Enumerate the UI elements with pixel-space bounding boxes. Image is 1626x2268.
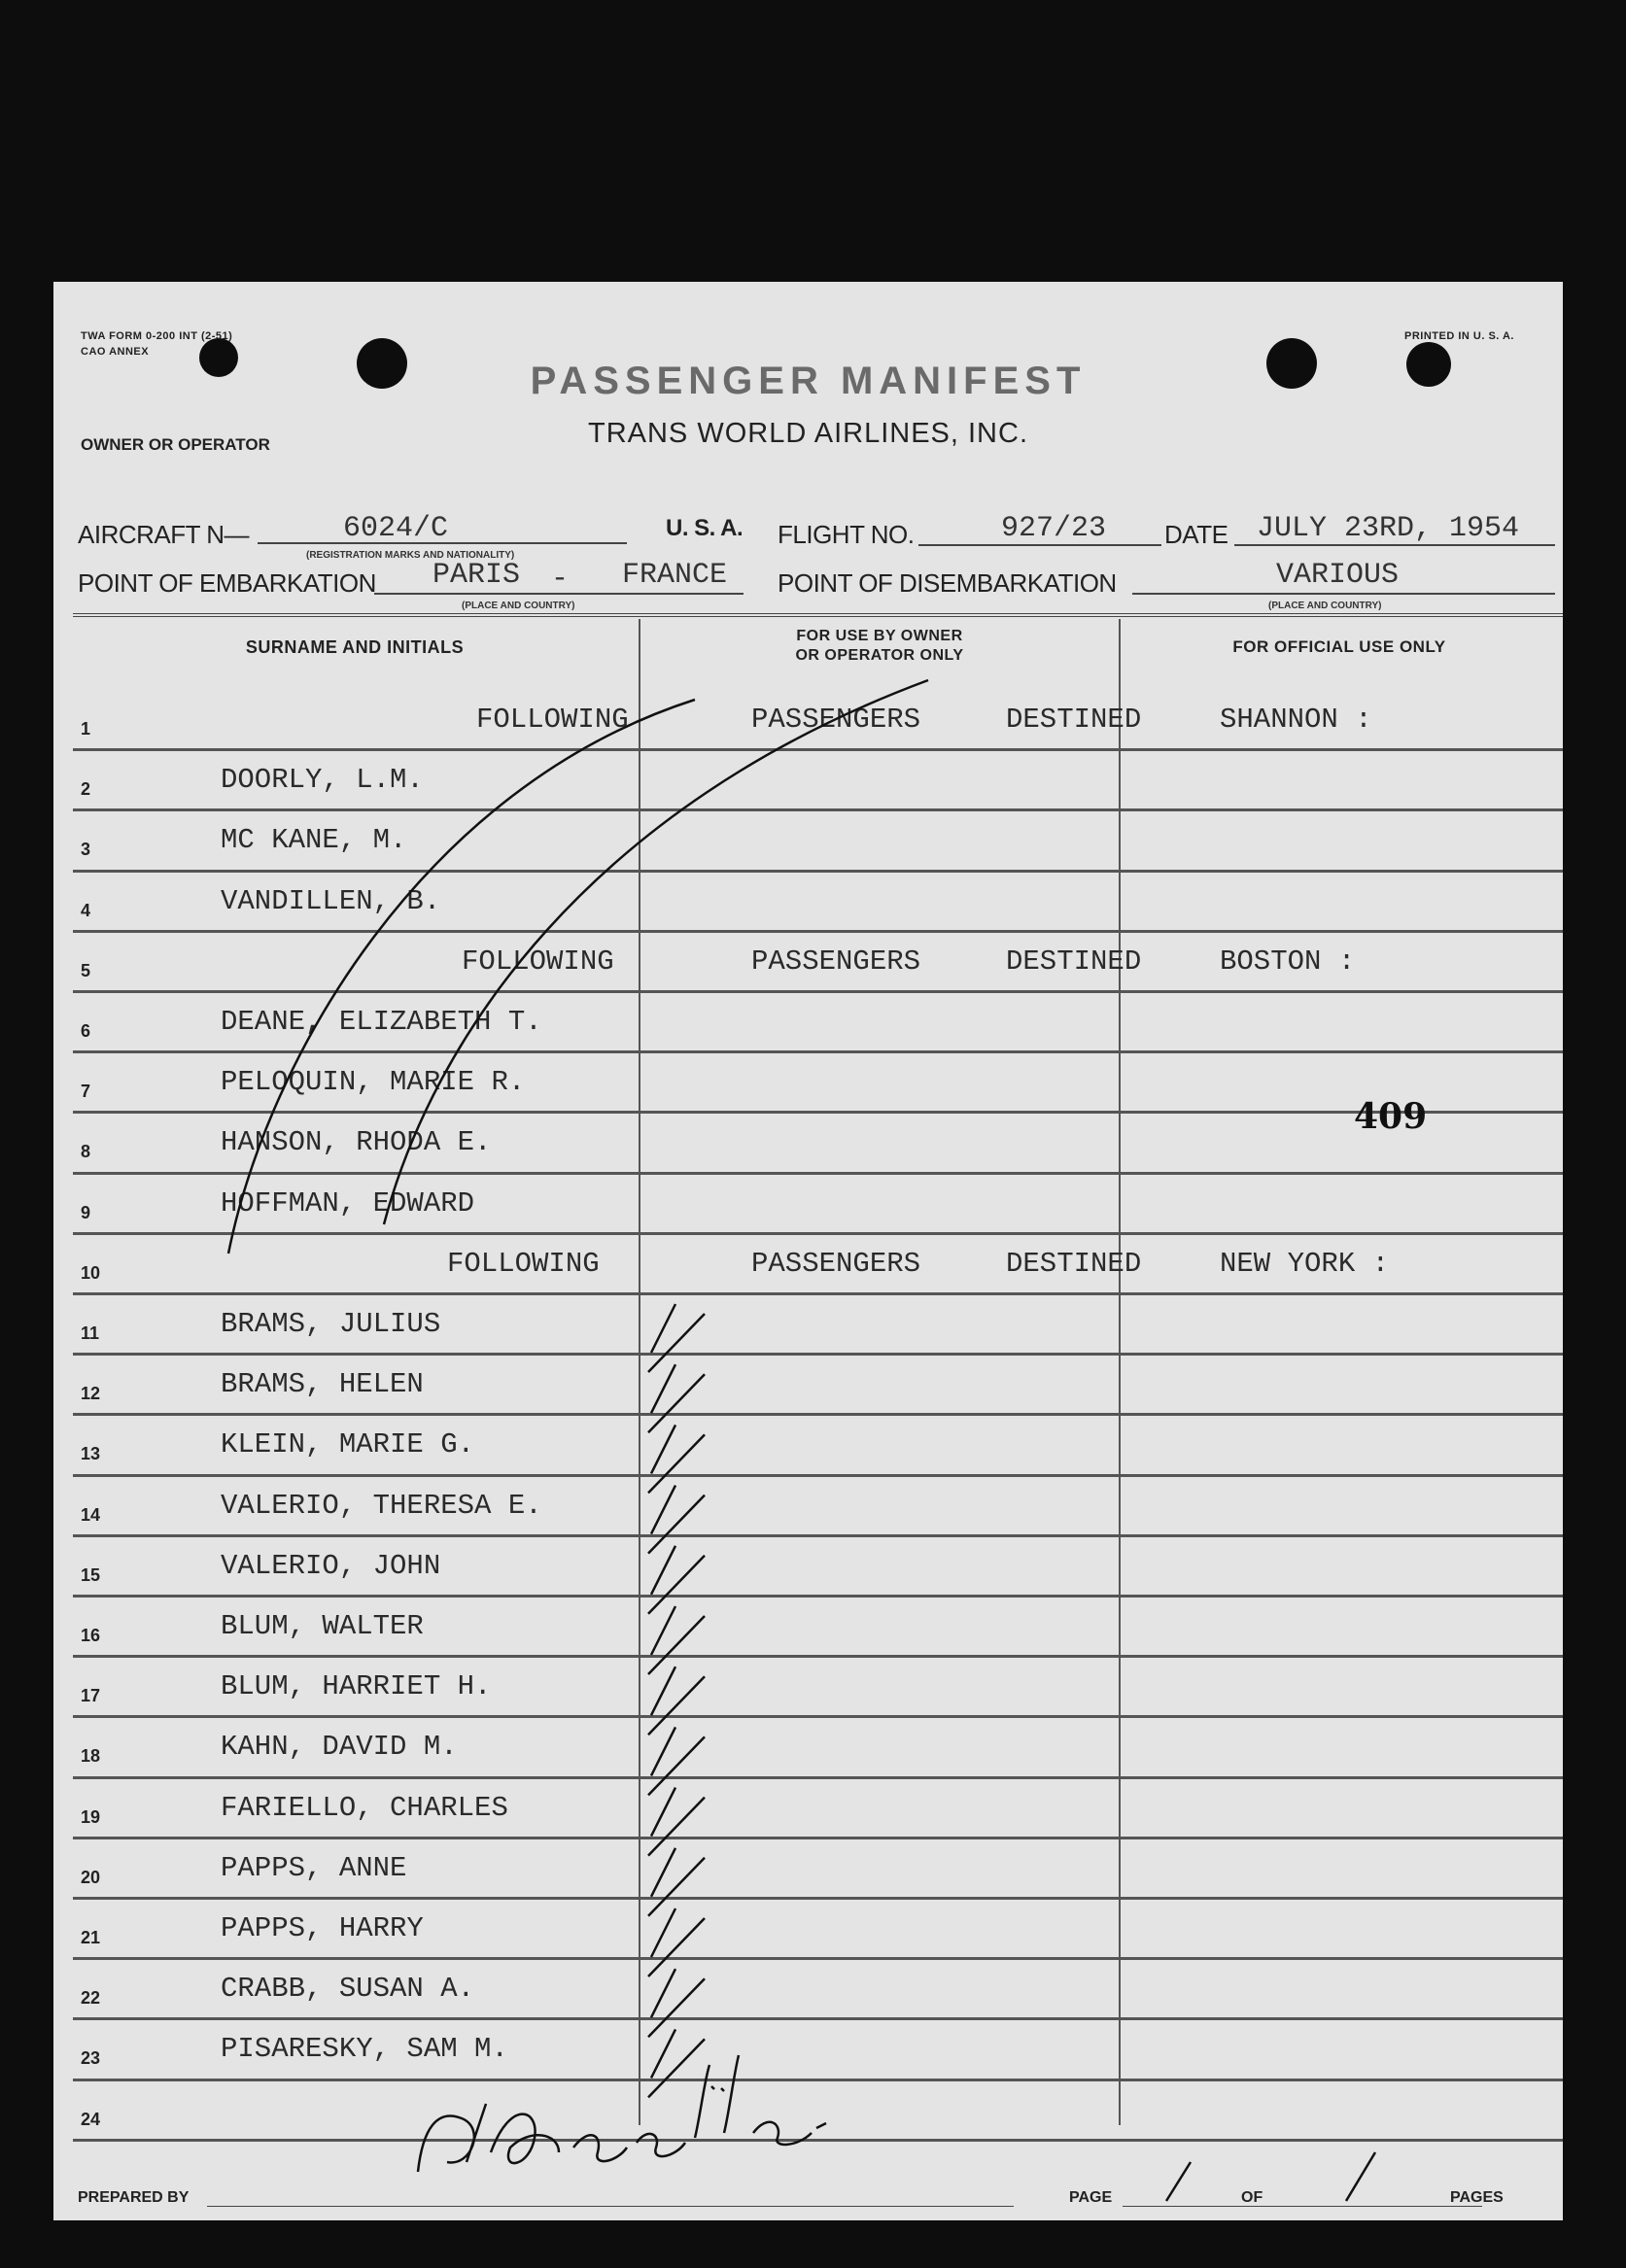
flight-label: FLIGHT NO. (778, 520, 915, 549)
check-mark (648, 1667, 705, 1735)
row-number: 20 (81, 1867, 101, 1887)
manifest-sheet (53, 282, 1563, 2220)
check-mark (648, 1364, 705, 1432)
destination-header-word: DESTINED (1006, 945, 1142, 978)
passenger-name: KAHN, DAVID M. (221, 1731, 458, 1764)
passenger-name: BRAMS, JULIUS (221, 1308, 441, 1340)
registration-note: (REGISTRATION MARKS AND NATIONALITY) (306, 550, 515, 561)
page-label: PAGE (1069, 2189, 1113, 2206)
form-id: TWA FORM 0-200 INT (2-51) (81, 330, 233, 342)
printed-in: PRINTED IN U. S. A. (1404, 330, 1514, 342)
destination-header-word: PASSENGERS (751, 1247, 921, 1280)
row-number: 12 (81, 1384, 101, 1404)
col-header-owner-1: FOR USE BY OWNER (796, 628, 963, 644)
row-number: 1 (81, 719, 91, 739)
page-underline (1123, 2206, 1293, 2207)
row-number: 21 (81, 1928, 101, 1947)
passenger-name: BLUM, HARRIET H. (221, 1670, 492, 1703)
col-header-owner-2: OR OPERATOR ONLY (795, 647, 964, 664)
destination-header-word: DESTINED (1006, 1247, 1142, 1280)
disembarkation-label: POINT OF DISEMBARKATION (778, 568, 1117, 598)
row-number: 18 (81, 1746, 101, 1767)
nationality: U. S. A. (666, 515, 744, 541)
check-mark (648, 1848, 705, 1916)
destination-header-word: FOLLOWING (447, 1247, 600, 1280)
passenger-name: KLEIN, MARIE G. (221, 1428, 475, 1461)
row-number: 15 (81, 1564, 101, 1585)
embarkation-separator: - (551, 563, 570, 596)
embark-place-note: (PLACE AND COUNTRY) (462, 601, 575, 611)
embarkation-country: FRANCE (622, 559, 728, 592)
form-title: PASSENGER MANIFEST (530, 360, 1087, 402)
passenger-name: CRABB, SUSAN A. (221, 1973, 475, 2006)
destination-header-word: FOLLOWING (462, 945, 614, 978)
passenger-name: DEANE, ELIZABETH T. (221, 1006, 542, 1038)
passenger-name: HOFFMAN, EDWARD (221, 1186, 475, 1220)
row-number: 4 (81, 900, 91, 920)
passenger-name: VALERIO, JOHN (221, 1549, 441, 1582)
row-number: 5 (81, 960, 91, 980)
row-number: 2 (81, 779, 91, 800)
passenger-name: BLUM, WALTER (221, 1610, 424, 1642)
row-number: 23 (81, 2048, 101, 2069)
row-number: 8 (81, 1142, 91, 1162)
passenger-name: VALERIO, THERESA E. (221, 1489, 542, 1522)
row-number: 22 (81, 1988, 101, 2009)
col-header-official: FOR OFFICIAL USE ONLY (1232, 637, 1446, 656)
flight-value: 927/23 (1001, 512, 1107, 545)
page-value (1181, 2165, 1182, 2166)
destination-header-word: FOLLOWING (476, 704, 629, 736)
aircraft-label: AIRCRAFT N— (78, 520, 250, 549)
disembark-place-note: (PLACE AND COUNTRY) (1268, 601, 1382, 611)
passenger-name: PISARESKY, SAM M. (221, 2033, 508, 2066)
disembarkation-value: VARIOUS (1276, 559, 1400, 592)
row-number: 9 (81, 1202, 91, 1222)
row-number: 17 (81, 1686, 101, 1706)
passenger-name: BRAMS, HELEN (221, 1368, 424, 1401)
check-mark (648, 1546, 705, 1614)
destination-header-word: SHANNON : (1220, 704, 1372, 736)
row-number: 6 (81, 1021, 91, 1041)
check-mark (648, 1969, 705, 2037)
date-value: JULY 23RD, 1954 (1257, 512, 1520, 545)
row-number: 24 (81, 2109, 101, 2129)
embarkation-label: POINT OF EMBARKATION (78, 568, 376, 598)
row-number: 3 (81, 840, 91, 860)
passenger-name: FARIELLO, CHARLES (221, 1791, 508, 1824)
check-mark (648, 1606, 705, 1674)
destination-header-word: PASSENGERS (751, 945, 921, 978)
cancel-stroke (384, 680, 928, 1224)
date-label: DATE (1164, 520, 1228, 549)
passenger-name: PAPPS, HARRY (221, 1912, 424, 1944)
row-number: 19 (81, 1806, 101, 1827)
check-marks (648, 1304, 705, 2097)
check-mark (648, 1486, 705, 1554)
row-number: 11 (81, 1323, 100, 1343)
check-mark (648, 1304, 705, 1372)
check-mark (648, 1727, 705, 1795)
row-number: 10 (81, 1262, 101, 1283)
passenger-name: PAPPS, ANNE (221, 1851, 407, 1884)
destination-header-word: DESTINED (1006, 704, 1142, 736)
owner-label: OWNER OR OPERATOR (81, 435, 270, 454)
aircraft-value: 6024/C (343, 512, 449, 545)
passenger-name: PELOQUIN, MARIE R. (221, 1066, 526, 1099)
prepared-by-underline (207, 2206, 1014, 2207)
cancel-stroke (228, 700, 695, 1254)
check-mark (648, 1908, 705, 1976)
embarkation-city: PARIS (432, 559, 521, 592)
row-number: 13 (81, 1444, 101, 1464)
row-number: 16 (81, 1626, 101, 1645)
passenger-name: VANDILLEN, B. (221, 884, 441, 917)
pages-label: PAGES (1450, 2189, 1504, 2206)
check-mark (648, 2029, 705, 2097)
pages-number-stroke (1346, 2152, 1375, 2201)
check-mark (648, 1788, 705, 1856)
check-mark (648, 1425, 705, 1493)
destination-header-word: NEW YORK : (1220, 1247, 1390, 1280)
signature-mark (418, 2055, 826, 2172)
stamp-number: 409 (1354, 1096, 1428, 1137)
of-label: OF (1241, 2189, 1263, 2206)
handwritten-marks (53, 282, 1563, 2220)
destination-header-word: BOSTON : (1220, 945, 1356, 978)
airline-name: TRANS WORLD AIRLINES, INC. (587, 418, 1028, 449)
passenger-name: HANSON, RHODA E. (221, 1126, 492, 1159)
destination-header-word: PASSENGERS (751, 704, 921, 736)
page-number-stroke (1166, 2162, 1191, 2201)
passenger-name: MC KANE, M. (221, 824, 407, 857)
pages-value (1361, 2165, 1362, 2166)
row-number: 14 (81, 1504, 101, 1525)
form-annex: CAO ANNEX (81, 346, 150, 358)
signature-text (423, 2128, 428, 2129)
row-number: 7 (81, 1082, 91, 1102)
col-header-surname: SURNAME AND INITIALS (245, 637, 465, 657)
passenger-name: DOORLY, L.M. (221, 764, 424, 797)
prepared-by-label: PREPARED BY (78, 2189, 190, 2206)
